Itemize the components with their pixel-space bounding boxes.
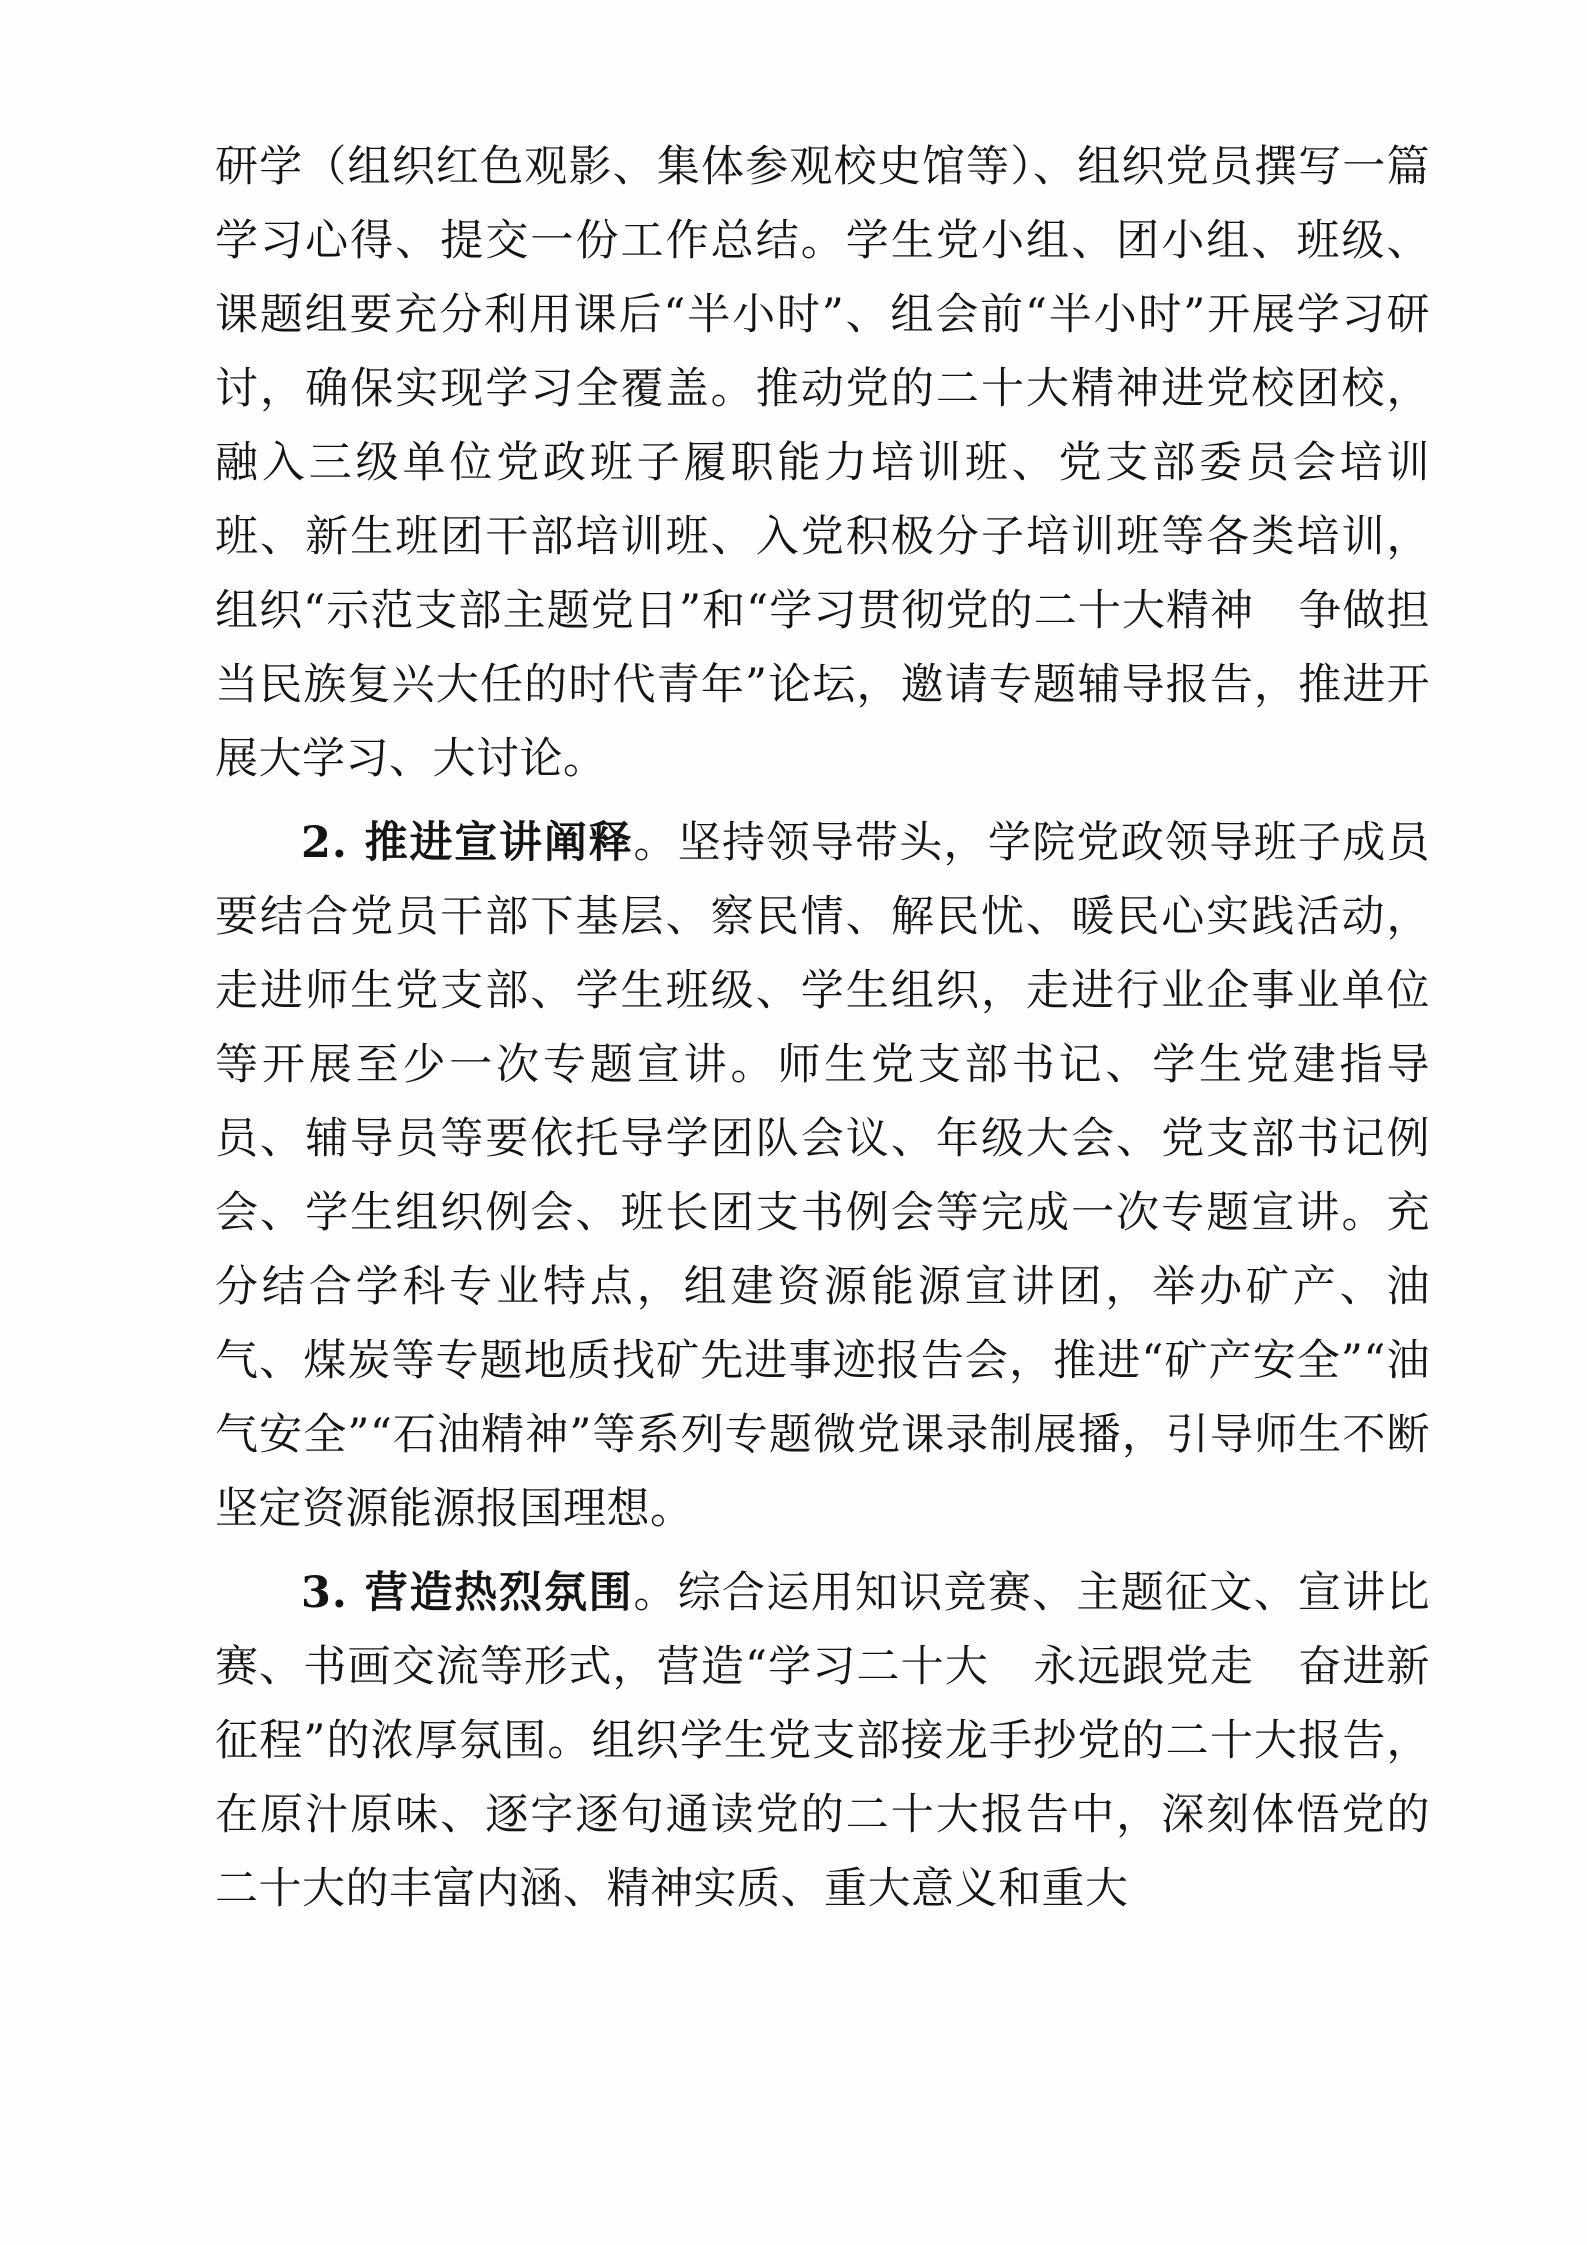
paragraph-text: 研学（组织红色观影、集体参观校史馆等）、组织党员撰写一篇学习心得、提交一份工作总结。学生党小组、团小组、班级、课题组要充分利用课后“半小时”、组会前“半小时”开展学习研讨，确保实现学习全覆盖。推动党的二十大精神进党校团校，融入三级单位党政班子履职能力培训班、党支部委员会培训班、新生班团干部培训班、入党积极分子培训班等各类培训，组织“示范支部主题党日”和“学习贯彻党的二十大精神 争做担当民族复兴大任的时代青年”论坛，邀请专题辅导报告，推进开展大学习、大讨论。 — [215, 142, 1430, 784]
paragraph-lead-3: 3. 营造热烈氛围 — [301, 1568, 634, 1618]
paragraph-continuation — [215, 130, 1430, 796]
paragraph-item-2 — [215, 806, 1430, 1546]
paragraph-text-3: 。综合运用知识竞赛、主题征文、宣讲比赛、书画交流等形式，营造“学习二十大 永远跟党走 奋进新征程”的浓厚氛围。组织学生党支部接龙手抄党的二十大报告，在原汁原味、逐字逐句通读党的二十大报告中，深刻体悟党的二十大的丰富内涵、精神实质、重大意义和重大 — [215, 1568, 1430, 1914]
document-body — [215, 130, 1430, 1926]
paragraph-item-3 — [215, 1556, 1430, 1926]
paragraph-text-2: 。坚持领导带头，学院党政领导班子成员要结合党员干部下基层、察民情、解民忧、暖民心实践活动，走进师生党支部、学生班级、学生组织，走进行业企事业单位等开展至少一次专题宣讲。师生党支部书记、学生党建指导员、辅导员等要依托导学团队会议、年级大会、党支部书记例会、学生组织例会、班长团支书例会等完成一次专题宣讲。充分结合学科专业特点，组建资源能源宣讲团，举办矿产、油气、煤炭等专题地质找矿先进事迹报告会，推进“矿产安全”“油气安全”“石油精神”等系列专题微党课录制展播，引导师生不断坚定资源能源报国理想。 — [215, 818, 1430, 1534]
paragraph-lead-2: 2. 推进宣讲阐释 — [301, 818, 634, 868]
